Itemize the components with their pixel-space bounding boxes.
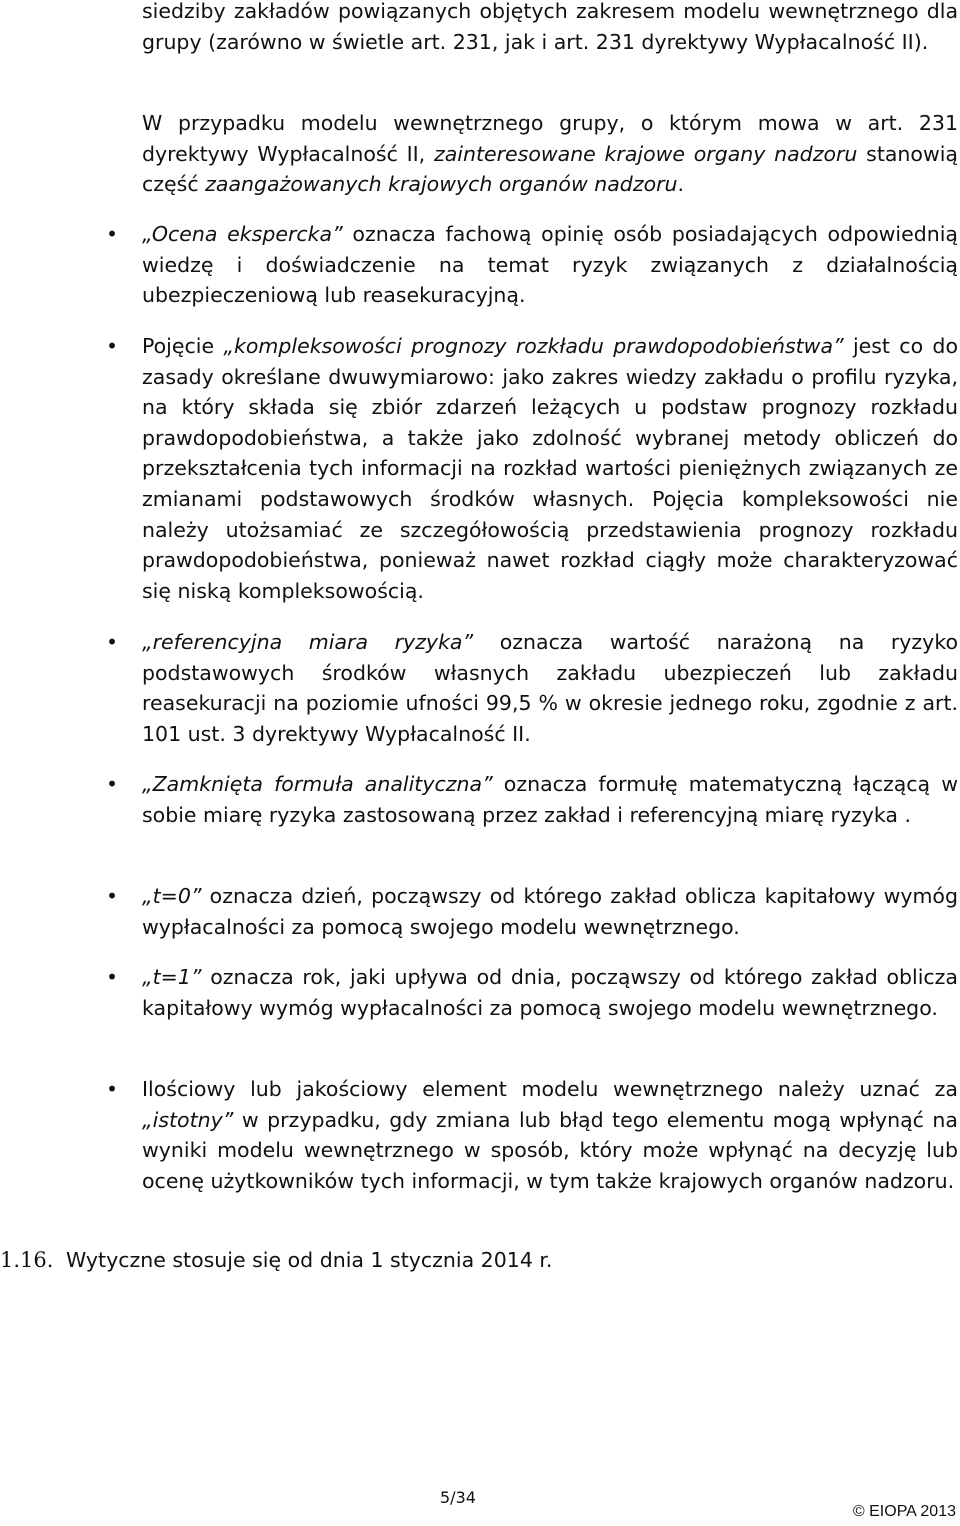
bullet-marker: •: [106, 884, 118, 908]
section-text: Wytyczne stosuje się od dnia 1 stycznia 2014 r.: [66, 1248, 553, 1272]
paragraph-group-model: W przypadku modelu wewnętrznego grupy, o którym mowa w art. 231 dyrektywy Wypłacalność II, zainteresowane krajowe organy nadzoru stanowią część zaangażowanych krajowych organów nadzoru.: [142, 111, 958, 197]
term-t0: „t=0”: [142, 884, 202, 908]
definition-ocena-ekspercka: „Ocena ekspercka” oznacza fachową opinię osób posiadających odpowiednią wiedzę i doświadczenie na temat ryzyk związanych z działalnością ubezpieczeniową lub reasekuracyjną.: [142, 222, 958, 308]
term-kompleksowosc: „kompleksowości prognozy rozkładu prawdopodobieństwa”: [223, 334, 844, 358]
definition-formula: „Zamknięta formuła analityczna” oznacza formułę matematyczną łączącą w sobie miarę ryzyka zastosowaną przez zakład i referencyjną miarę ryzyka .: [142, 772, 959, 827]
bullet-marker: •: [106, 1077, 118, 1101]
bullet-marker: •: [106, 772, 118, 796]
page-number: 5/34: [440, 1488, 476, 1507]
bullet-marker: •: [106, 965, 118, 989]
bullet-marker: •: [106, 334, 118, 358]
bullet-marker: •: [106, 630, 118, 654]
term-formula: „Zamknięta formuła analityczna”: [142, 772, 493, 796]
term-t1: „t=1”: [142, 965, 202, 989]
definition-t1: „t=1” oznacza rok, jaki upływa od dnia, począwszy od którego zakład oblicza kapitałowy wymóg wypłacalności za pomocą swojego modelu wewnętrznego.: [142, 965, 958, 1020]
term-zainteresowane-organy: zainteresowane krajowe organy nadzoru: [433, 141, 858, 166]
definition-istotny: Ilościowy lub jakościowy element modelu wewnętrznego należy uznać za „istotny” w przypadku, gdy zmiana lub błąd tego elementu mogą wpłynąć na wyniki modelu wewnętrznego w sposób, który może wpłynąć na decyzję lub ocenę użytkowników tych informacji, w tym także krajowych organów nadzoru.: [142, 1077, 958, 1193]
term-zaangazowane-organy: zaangażowanych krajowych organów nadzoru: [205, 172, 678, 197]
bullet-marker: •: [106, 222, 118, 246]
term-ocena-ekspercka: „Ocena ekspercka”: [142, 222, 343, 246]
term-istotny: „istotny”: [142, 1107, 234, 1132]
definition-t0: „t=0” oznacza dzień, począwszy od którego zakład oblicza kapitałowy wymóg wypłacalności za pomocą swojego modelu wewnętrznego.: [142, 884, 958, 939]
term-referencyjna-miara: „referencyjna miara ryzyka”: [142, 630, 474, 654]
definition-kompleksowosc: Pojęcie „kompleksowości prognozy rozkładu prawdopodobieństwa” jest co do zasady określane dwuwymiarowo: jako zakres wiedzy zakładu o profilu ryzyka, na który składa się zbiór zdarzeń leżących u podstaw prognozy rozkładu prawdopodobieństwa, a także jako zdolność wybranej metody obliczeń do przekształcenia tych informacji na rozkład wartości pieniężnych związanych ze zmianami podstawowych środków własnych. Pojęcia kompleksowości nie należy utożsamiać ze szczegółowością przedstawienia prognozy rozkładu prawdopodobieństwa, ponieważ nawet rozkład ciągły może charakteryzować się niską kompleksowością.: [142, 334, 958, 603]
definition-referencyjna-miara: „referencyjna miara ryzyka” oznacza wartość narażoną na ryzyko podstawowych środków własnych zakładu ubezpieczeń lub zakładu reasekuracji na poziomie ufności 99,5 % w okresie jednego roku, zgodnie z art. 101 ust. 3 dyrektywy Wypłacalność II.: [142, 630, 958, 746]
paragraph-affiliates: siedziby zakładów powiązanych objętych zakresem modelu wewnętrznego dla grupy (zarówno w świetle art. 231, jak i art. 231 dyrektywy Wypłacalność II).: [142, 0, 958, 54]
section-1-16: [0, 1248, 552, 1272]
copyright-notice: © EIOPA 2013: [852, 1503, 956, 1520]
section-number: 1.16.: [0, 1248, 54, 1272]
